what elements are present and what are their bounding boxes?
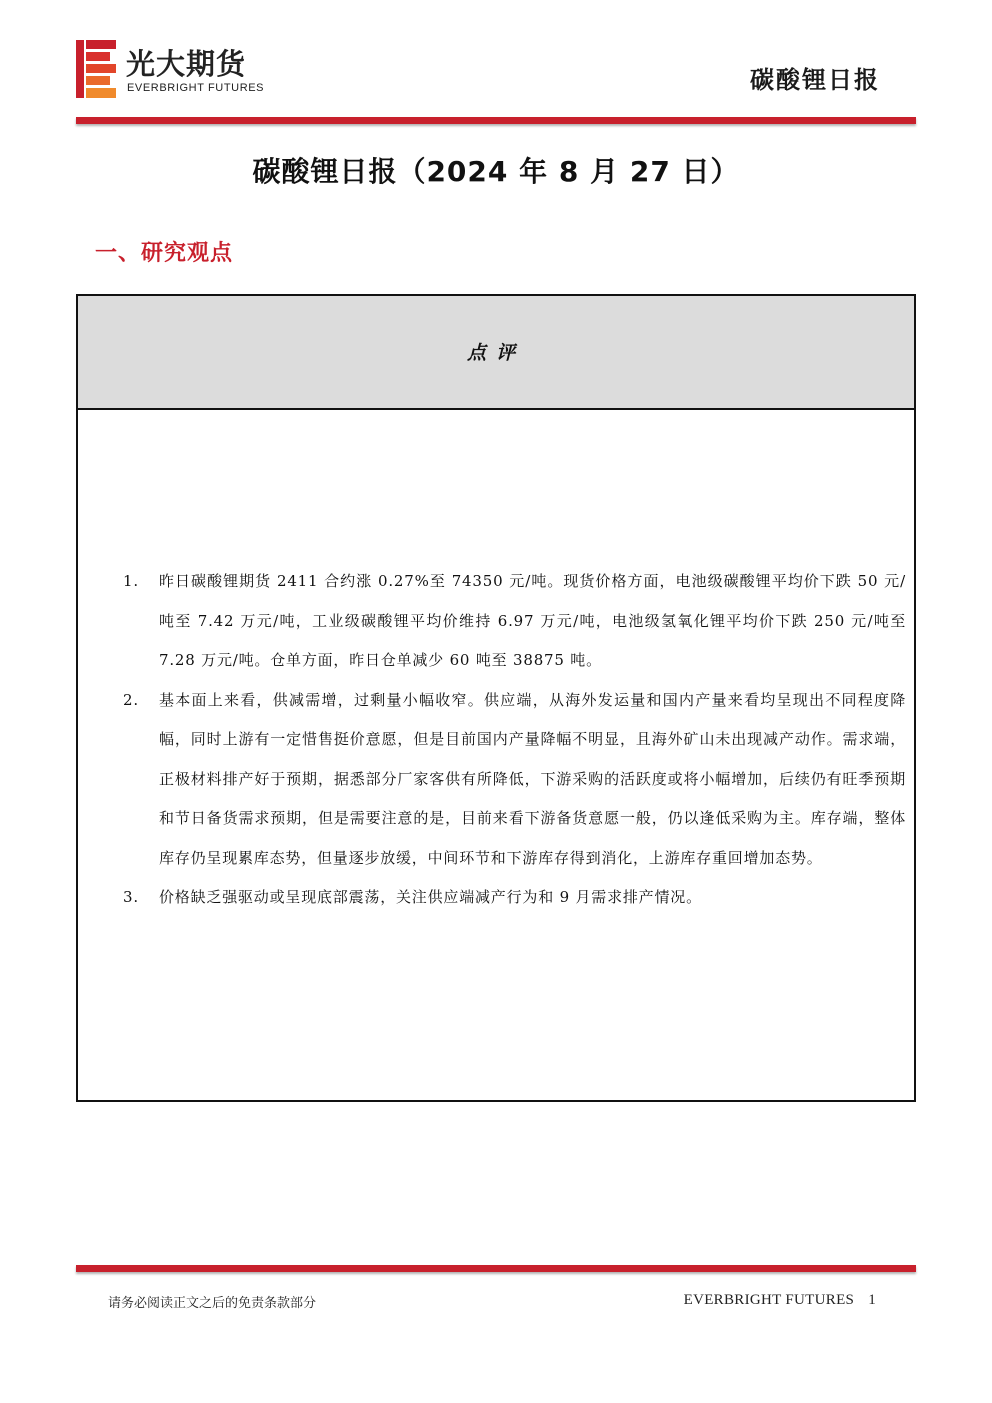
commentary-header-label: 点评 — [466, 342, 525, 364]
report-type-label: 碳酸锂日报 — [750, 66, 880, 94]
commentary-item — [78, 562, 914, 681]
section-heading: 一、研究观点 — [95, 241, 234, 266]
commentary-item — [78, 681, 914, 879]
item-number: 2. — [123, 690, 139, 709]
commentary-box-header — [78, 296, 914, 410]
everbright-logo-icon — [76, 40, 116, 98]
header-divider — [76, 117, 916, 124]
item-text: 基本面上来看，供减需增，过剩量小幅收窄。供应端，从海外发运量和国内产量来看均呈现出不同程度降幅，同时上游有一定惜售挺价意愿，但是目前国内产量降幅不明显，且海外矿山未出现减产动作。需求端，正极材料排产好于预期，据悉部分厂家客供有所降低，下游采购的活跃度或将小幅增加，后续仍有旺季预期和节日备货需求预期，但是需要注意的是，目前来看下游备货意愿一般，仍以逢低采购为主。库存端，整体库存仍呈现累库态势，但量逐步放缓，中间环节和下游库存得到消化，上游库存重回增加态势。 — [159, 690, 906, 867]
item-text: 价格缺乏强驱动或呈现底部震荡，关注供应端减产行为和 9 月需求排产情况。 — [159, 888, 702, 906]
footer-info — [684, 1292, 876, 1309]
company-logo — [76, 40, 286, 100]
document-title: 碳酸锂日报（2024 年 8 月 27 日） — [252, 155, 740, 188]
footer-company: EVERBRIGHT FUTURES — [683, 1292, 855, 1308]
footer-divider — [76, 1265, 916, 1272]
item-text: 昨日碳酸锂期货 2411 合约涨 0.27%至 74350 元/吨。现货价格方面，电池级碳酸锂平均价下跌 50 元/吨至 7.42 万元/吨，工业级碳酸锂平均价维持 6.97 万元/吨，电池级氢氧化锂平均价下跌 250 元/吨至 7.28 万元/吨。仓单方面，昨日仓单减少 60 吨至 38875 吨。 — [159, 572, 906, 669]
page-number: 1 — [868, 1292, 876, 1308]
item-number: 1. — [123, 572, 139, 590]
commentary-item — [78, 878, 914, 918]
commentary-list — [78, 562, 914, 918]
logo-english-name: EVERBRIGHT FUTURES — [127, 82, 265, 94]
commentary-box — [76, 294, 916, 1102]
item-number: 3. — [123, 888, 139, 906]
logo-chinese-name: 光大期货 — [126, 47, 247, 81]
footer-disclaimer: 请务必阅读正文之后的免责条款部分 — [108, 1296, 317, 1311]
page-header — [0, 0, 992, 130]
